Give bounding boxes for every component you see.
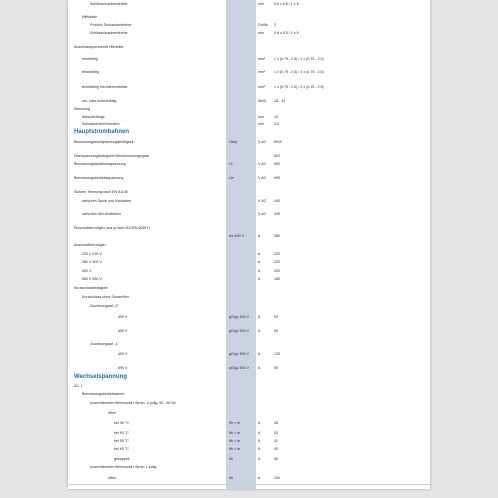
table-row: feindrähtig mm² 1 x (0.75 - 2.5) / 2 x (0.75 - 2.5) (82, 70, 324, 74)
table-row: Zuordnungsart „2" (90, 304, 119, 308)
table-row: Schraubendrehmoment mm 3.5 (82, 122, 279, 126)
table-row: bei 50 °C Ith = Ie A 43 (114, 431, 278, 435)
table-row: Bemessungsbetriebsspannung Ue V AC 690 (74, 176, 280, 180)
table-row: zwischen den Kontakten V AC 440 (82, 212, 280, 216)
table-row: bei 40 °C Ith = Ie A 45 (114, 421, 278, 425)
table-row: AC-1 (74, 384, 83, 388)
table-row: Werkzeug (74, 107, 91, 111)
table-row: konventioneller thermischer Strom 1-polig (90, 465, 157, 469)
table-row: 690 V gG/gL 500 V A 50 (118, 366, 278, 370)
table-row: Bemessungsstoßspannungsfestigkeit Uimp V AC 6000 (74, 140, 282, 144)
table-row: 400 V gG/gL 500 V A 125 (118, 352, 280, 356)
table-row: gekapselt Ith A 36 (114, 457, 278, 461)
table-row: Einschaltvermögen (cos φ nach IEC/EN 60947) (74, 226, 150, 230)
table-row: Kurzschlussfestigkeit (74, 286, 108, 290)
table-row: Zuordnungsart „1" (90, 342, 119, 346)
table-row: Ausschaltvermögen (74, 243, 106, 247)
section-heading: Wechselspannung (74, 374, 127, 380)
table-row: Abisolierlänge mm 10 (82, 115, 278, 119)
table-row: bei 60 °C Ith = Ie A 40 (114, 447, 278, 451)
table-row: Bemessungsisolationsspannung Ui V AC 690 (74, 162, 280, 166)
table-row: Pozidriv Schraubendreher Größe 2 (90, 23, 276, 27)
table-row: 500 V A 320 (82, 269, 280, 273)
table-row: Anschlussquerschnitt Hilfsleiter (74, 45, 124, 49)
table-row: 660 V 690 V A 180 (82, 277, 280, 281)
table-row: zwischen Spule und Kontakten V AC 440 (82, 199, 280, 203)
table-row: eindrähtig mm² 1 x (0.75 - 2.5) / 2 x (0.75 - 2.5) (82, 57, 324, 61)
table-row: offen Ith A 100 (108, 476, 280, 480)
table-row: 230 V 230 V A 320 (82, 252, 280, 256)
section-heading: Hauptstrombahnen (74, 129, 130, 135)
table-row: Kurzschluss ohne Schweißen (82, 295, 130, 299)
page-bottom-rule (68, 484, 430, 485)
table-row: 380 V 400 V A 320 (82, 260, 280, 264)
table-row: Bemessungsbetriebsstrom (82, 392, 125, 396)
table-row: Schlitzschraubendreher mm 0.8 x 5.5 / 1 x 6 (90, 2, 299, 6)
table-row: Überspannungskategorie/Verschmutzungsgrad III/3 (74, 154, 280, 158)
table-row: Hilfsleiter (82, 15, 97, 19)
table-row: offen (108, 411, 116, 415)
document-page (68, 0, 430, 489)
table-row: bis 690 V A 380 (229, 234, 280, 238)
table-row: 400 V gG/gL 500 V A 63 (118, 315, 278, 319)
table-row: 690 V gG/gL 500 V A 50 (118, 329, 278, 333)
table-row: ein- oder mehrdrähtig AWG 18 - 14 (82, 99, 286, 103)
table-row: konventioneller thermischer Strom, 3-polig, 50 - 60 Hz (90, 401, 176, 405)
table-row: Schlitzschraubendreher mm 0.8 x 5.5 / 1 x 6 (90, 31, 299, 35)
table-row: feindrähtig mit Aderendhülse mm² 1 x (0.75 - 2.5) / 2 x (0.75 - 2.5) (82, 85, 324, 89)
table-row: bei 55 °C Ith = Ie A 42 (114, 439, 278, 443)
table-row: Sichere Trennung nach EN 61140 (74, 190, 128, 194)
